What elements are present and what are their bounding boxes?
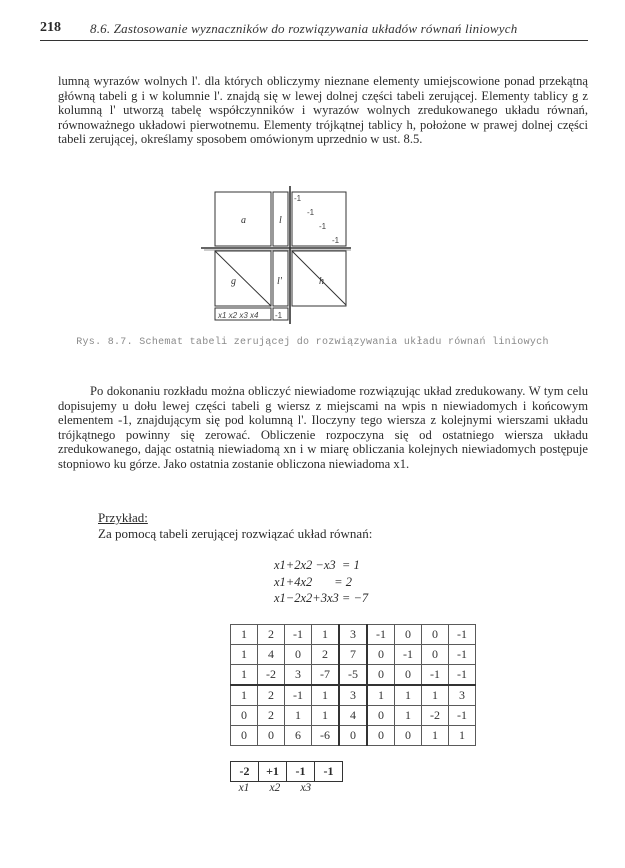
table-cell: 0: [367, 726, 395, 746]
table-cell: 0: [367, 665, 395, 686]
table-cell: -6: [312, 726, 340, 746]
table-cell: 0: [395, 625, 422, 645]
table-cell: 2: [258, 625, 285, 645]
example-task: Za pomocą tabeli zerującej rozwiązać układ równań:: [98, 526, 373, 541]
result-variable-labels: [230, 782, 320, 794]
label-h: h: [319, 276, 324, 287]
table-cell: 6: [285, 726, 312, 746]
table-cell: 4: [258, 645, 285, 665]
result-row-table: [230, 761, 343, 782]
figure-caption: Rys. 8.7. Schemat tabeli zerującej do rozwiązywania układu równań liniowych: [76, 337, 549, 348]
zeroing-table-diagram: [201, 186, 351, 332]
label-g: g: [231, 276, 236, 287]
var-label: x3: [300, 782, 312, 794]
page-header: [40, 18, 588, 41]
minus-one-1: -1: [294, 194, 302, 203]
label-a: a: [241, 215, 246, 226]
zeroing-table-grid: [230, 624, 476, 746]
label-l: l: [279, 215, 282, 226]
table-cell: 1: [231, 685, 258, 706]
table-cell: 2: [258, 685, 285, 706]
equation-3: x1−2x2+3x3 = −7: [274, 591, 369, 605]
equation-1: x1+2x2 −x3 = 1: [274, 558, 360, 572]
running-title: 8.6. Zastosowanie wyznaczników do rozwiązywania układów równań liniowych: [90, 21, 518, 36]
table-row: [231, 726, 476, 746]
var-label: x1: [238, 782, 250, 794]
table-cell: 0: [367, 645, 395, 665]
table-cell: 1: [422, 726, 449, 746]
table-cell: -1: [422, 665, 449, 686]
table-cell: -7: [312, 665, 340, 686]
table-cell: 0: [422, 625, 449, 645]
table-row: [231, 665, 476, 686]
table-cell: 1: [312, 625, 340, 645]
table-cell: 0: [367, 706, 395, 726]
paragraph-1: lumną wyrazów wolnych l'. dla których obliczymy nieznane elementy umiejscowione ponad przekątną główną tabeli g i w kolumnie l'. znajdą się w lewej dolnej części tabeli zerującej. Elementy tablicy g z kolumną l' utworzą tabelę współczynników i wyrazów wolnych zredukowanego układu równań, równoważnego układowi pierwotnemu. Elementy trójkątnej tablicy h, położone w prawej dolnej części tabeli zerującej, określamy sposobem omówionym uprzednio w ust. 8.5.: [58, 74, 588, 147]
table-cell: 1: [231, 665, 258, 686]
table-cell: 1: [422, 685, 449, 706]
table-cell: -1: [449, 645, 476, 665]
table-cell: 0: [231, 706, 258, 726]
result-cell: +1: [259, 762, 287, 782]
table-cell: 1: [231, 625, 258, 645]
paragraph-2: Po dokonaniu rozkładu można obliczyć niewiadome rozwiązując układ zredukowany. W tym celu dopisujemy u dołu lewej części tabeli g wiersz z miejscami na wpis n niewiadomych i końcowym elementem -1, znajdującym się pod kolumną l'. Iloczyny tego wiersza z kolejnymi wierszami układu trójkątnego powinny się zerować. Obliczenie rozpoczyna się od ostatniego wiersza układu zredukowanego, dając ostatnią niewiadomą xn i w miarę obliczania kolejnych niewiadomych postępuje stopniowo ku górze. Jako ostatnia zostanie obliczona niewiadoma x1.: [58, 384, 588, 471]
result-cell: -2: [231, 762, 259, 782]
table-row: [231, 625, 476, 645]
table-cell: 3: [285, 665, 312, 686]
result-cell: -1: [287, 762, 315, 782]
table-cell: 1: [231, 645, 258, 665]
zeroing-table: [230, 624, 476, 746]
table-cell: -1: [285, 685, 312, 706]
diagonal-g: [215, 251, 271, 306]
var-label: x2: [269, 782, 281, 794]
equation-2: x1+4x2 = 2: [274, 574, 352, 589]
minus-one-2: -1: [307, 208, 315, 217]
table-cell: 1: [449, 726, 476, 746]
result-cell: -1: [315, 762, 343, 782]
table-cell: 2: [258, 706, 285, 726]
table-cell: 3: [339, 685, 367, 706]
table-row: [231, 685, 476, 706]
table-cell: -2: [422, 706, 449, 726]
table-cell: 0: [395, 665, 422, 686]
bottom-minus-one: -1: [275, 311, 283, 320]
table-cell: -1: [449, 706, 476, 726]
table-row: [231, 645, 476, 665]
table-cell: -1: [449, 665, 476, 686]
table-cell: 0: [285, 645, 312, 665]
table-cell: 3: [339, 625, 367, 645]
table-cell: 1: [312, 685, 340, 706]
table-cell: 1: [285, 706, 312, 726]
table-cell: 3: [449, 685, 476, 706]
bottom-vars: x1 x2 x3 x4: [218, 311, 259, 320]
table-cell: -1: [449, 625, 476, 645]
table-cell: 0: [339, 726, 367, 746]
table-cell: 1: [395, 706, 422, 726]
table-cell: 4: [339, 706, 367, 726]
page-number: 218: [40, 20, 61, 35]
table-cell: 7: [339, 645, 367, 665]
table-cell: 0: [231, 726, 258, 746]
minus-one-4: -1: [332, 236, 340, 245]
table-cell: -5: [339, 665, 367, 686]
table-cell: 1: [367, 685, 395, 706]
table-row: [231, 706, 476, 726]
table-cell: 1: [395, 685, 422, 706]
example-label: Przykład:: [98, 510, 148, 525]
table-cell: -1: [367, 625, 395, 645]
minus-one-3: -1: [319, 222, 327, 231]
table-cell: 2: [312, 645, 340, 665]
table-cell: 0: [395, 726, 422, 746]
table-cell: -1: [285, 625, 312, 645]
table-cell: 1: [312, 706, 340, 726]
table-cell: -1: [395, 645, 422, 665]
table-cell: 0: [422, 645, 449, 665]
table-cell: 0: [258, 726, 285, 746]
equation-system: [274, 557, 368, 607]
table-cell: -2: [258, 665, 285, 686]
label-l-prime: l': [277, 276, 282, 287]
